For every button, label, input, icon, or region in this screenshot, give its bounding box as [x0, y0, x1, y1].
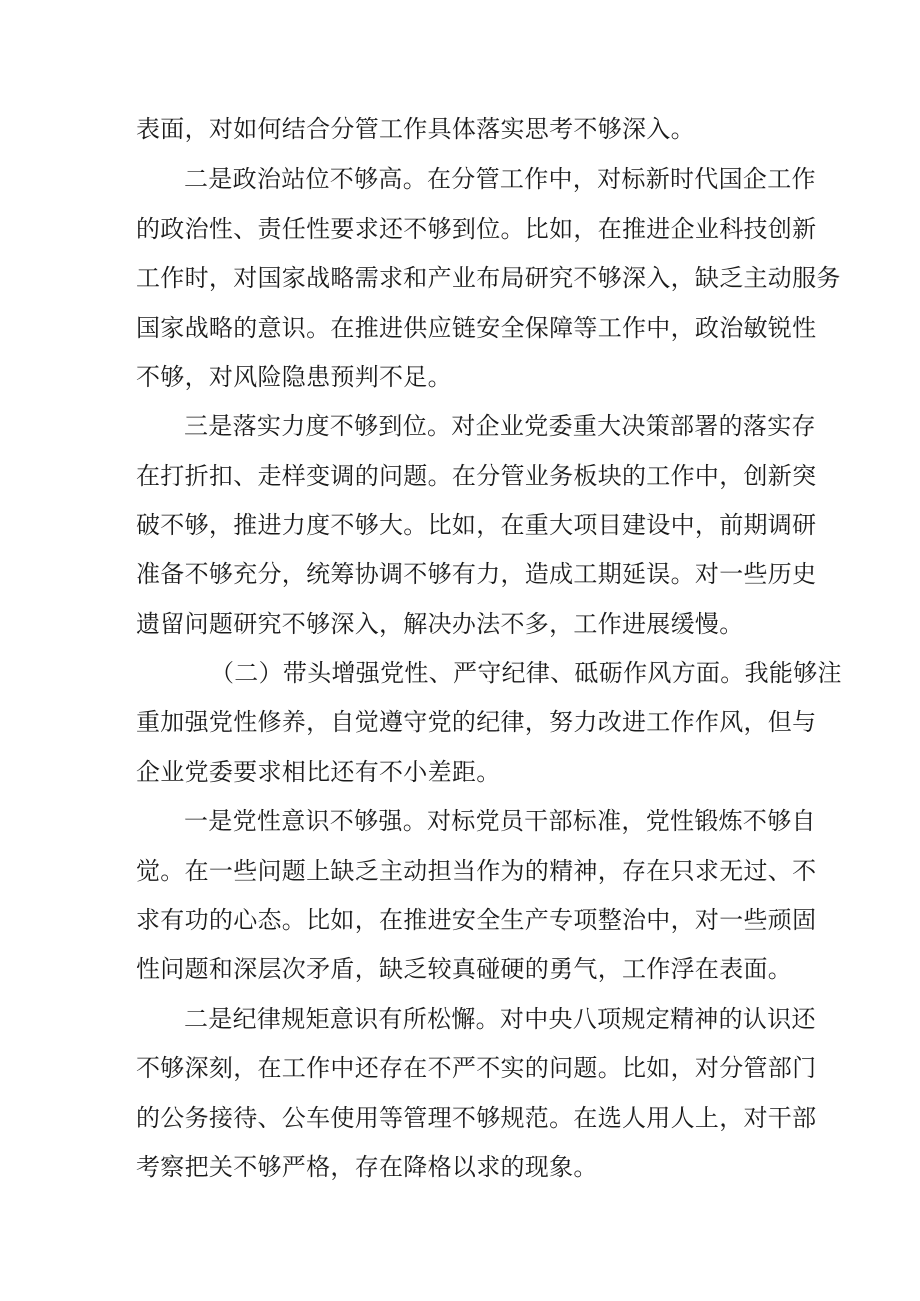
paragraph-line: 考察把关不够严格，存在降格以求的现象。	[136, 1153, 598, 1181]
paragraph-line: 破不够，推进力度不够大。比如，在重大项目建设中，前期调研	[136, 511, 817, 539]
paragraph-line: 性问题和深层次矛盾，缺乏较真碰硬的勇气，工作浮在表面。	[136, 955, 793, 983]
paragraph-line: 求有功的心态。比如，在推进安全生产专项整治中，对一些顽固	[136, 906, 817, 934]
paragraph-line: 国家战略的意识。在推进供应链安全保障等工作中，政治敏锐性	[136, 314, 817, 342]
paragraph-line: 不够，对风险隐患预判不足。	[136, 363, 452, 391]
paragraph-line: 不够深刻，在工作中还存在不严不实的问题。比如，对分管部门	[136, 1054, 817, 1082]
paragraph-line: 在打折扣、走样变调的问题。在分管业务板块的工作中，创新突	[136, 462, 817, 490]
section-heading-line: （二）带头增强党性、严守纪律、砥砺作风方面。我能够注	[210, 659, 842, 687]
paragraph-line: 企业党委要求相比还有不小差距。	[136, 758, 501, 786]
paragraph-line: 三是落实力度不够到位。对企业党委重大决策部署的落实存	[184, 412, 816, 440]
paragraph-line: 一是党性意识不够强。对标党员干部标准，党性锻炼不够自	[184, 807, 816, 835]
paragraph-line: 遗留问题研究不够深入，解决办法不多，工作进展缓慢。	[136, 610, 744, 638]
paragraph-line: 的公务接待、公车使用等管理不够规范。在选人用人上，对干部	[136, 1104, 817, 1132]
paragraph-line: 觉。在一些问题上缺乏主动担当作为的精神，存在只求无过、不	[136, 857, 817, 885]
paragraph-line: 表面，对如何结合分管工作具体落实思考不够深入。	[136, 115, 695, 143]
paragraph-line: 重加强党性修养，自觉遵守党的纪律，努力改进工作作风，但与	[136, 708, 817, 736]
paragraph-line: 工作时，对国家战略需求和产业布局研究不够深入，缺乏主动服务	[136, 264, 841, 292]
paragraph-line: 准备不够充分，统筹协调不够有力，造成工期延误。对一些历史	[136, 560, 817, 588]
paragraph-line: 二是纪律规矩意识有所松懈。对中央八项规定精神的认识还	[184, 1005, 816, 1033]
paragraph-line: 的政治性、责任性要求还不够到位。比如，在推进企业科技创新	[136, 215, 817, 243]
paragraph-line: 二是政治站位不够高。在分管工作中，对标新时代国企工作	[184, 165, 816, 193]
